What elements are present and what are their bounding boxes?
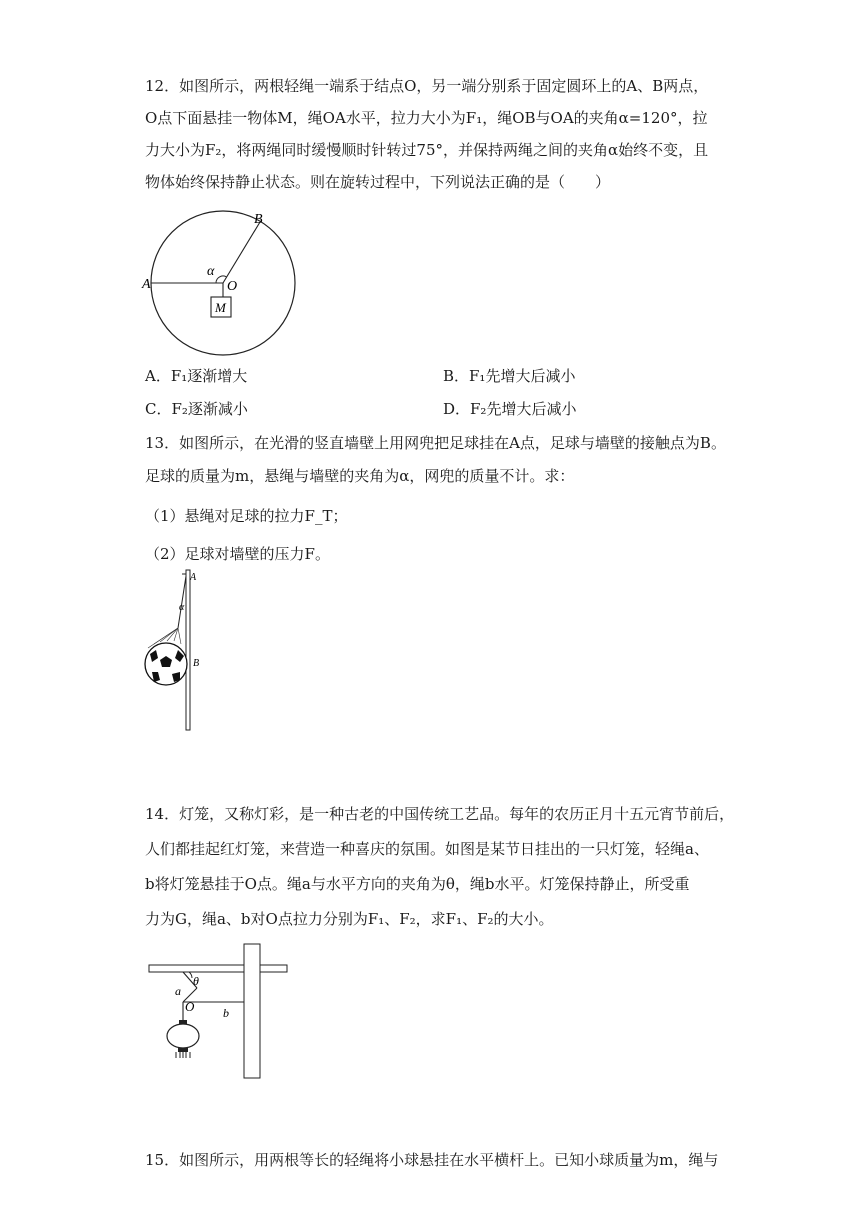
q13-line-2: 足球的质量为m，悬绳与墙壁的夹角为α，网兜的质量不计。求： bbox=[145, 467, 575, 485]
label-o: O bbox=[227, 279, 238, 294]
theta-arc bbox=[189, 972, 192, 978]
q12-line-3: 力大小为F₂，将两绳同时缓慢顺时针转过75°，并保持两绳之间的夹角α始终不变，且 bbox=[145, 141, 709, 159]
q14-lantern-diagram bbox=[145, 940, 295, 1080]
label-alpha: α bbox=[207, 264, 215, 279]
rope-ob bbox=[223, 222, 260, 283]
q12-option-a: A．F₁逐渐增大 bbox=[145, 367, 248, 385]
label-a: A bbox=[142, 277, 151, 292]
q14-line-3: b将灯笼悬挂于O点。绳a与水平方向的夹角为θ，绳b水平。灯笼保持静止，所受重 bbox=[145, 875, 690, 893]
label-alpha: α bbox=[179, 602, 185, 613]
q13-part-2: （2）足球对墙壁的压力F。 bbox=[145, 545, 330, 563]
q12-option-d: D．F₂先增大后减小 bbox=[443, 400, 577, 418]
wall bbox=[186, 570, 190, 730]
q13-football-diagram bbox=[140, 568, 220, 732]
q15-line-1: 15．如图所示，用两根等长的轻绳将小球悬挂在水平横杆上。已知小球质量为m，绳与 bbox=[145, 1151, 719, 1169]
label-b: B bbox=[254, 212, 263, 227]
q13-line-1: 13．如图所示，在光滑的竖直墙壁上用网兜把足球挂在A点，足球与墙壁的接触点为B。 bbox=[145, 434, 726, 452]
label-b: B bbox=[193, 658, 200, 669]
q12-option-b: B．F₁先增大后减小 bbox=[443, 367, 576, 385]
label-a: a bbox=[175, 984, 181, 998]
q12-option-c: C．F₂逐渐减小 bbox=[145, 400, 248, 418]
vertical-post bbox=[244, 944, 260, 1078]
q13-part-1: （1）悬绳对足球的拉力F_T； bbox=[145, 507, 348, 525]
lantern-icon bbox=[167, 1020, 199, 1058]
q12-line-2: O点下面悬挂一物体M，绳OA水平，拉力大小为F₁，绳OB与OA的夹角α=120°，拉 bbox=[145, 109, 708, 127]
q14-line-1: 14．灯笼，又称灯彩，是一种古老的中国传统工艺品。每年的农历正月十五元宵节前后， bbox=[145, 805, 735, 823]
q14-line-2: 人们都挂起红灯笼，来营造一种喜庆的氛围。如图是某节日挂出的一只灯笼，轻绳a、 bbox=[145, 840, 709, 858]
q14-line-4: 力为G，绳a、b对O点拉力分别为F₁、F₂，求F₁、F₂的大小。 bbox=[145, 910, 554, 928]
label-a: A bbox=[190, 572, 197, 583]
label-theta: θ bbox=[193, 974, 199, 988]
q12-line-1: 12．如图所示，两根轻绳一端系于结点O，另一端分别系于固定圆环上的A、B两点， bbox=[145, 77, 709, 95]
q12-ring-diagram bbox=[140, 205, 310, 365]
label-o: O bbox=[185, 999, 195, 1014]
ceiling-beam bbox=[149, 965, 287, 972]
q12-line-4: 物体始终保持静止状态。则在旋转过程中，下列说法正确的是（ ） bbox=[145, 173, 611, 191]
label-b: b bbox=[223, 1006, 229, 1020]
label-m: M bbox=[215, 300, 226, 315]
